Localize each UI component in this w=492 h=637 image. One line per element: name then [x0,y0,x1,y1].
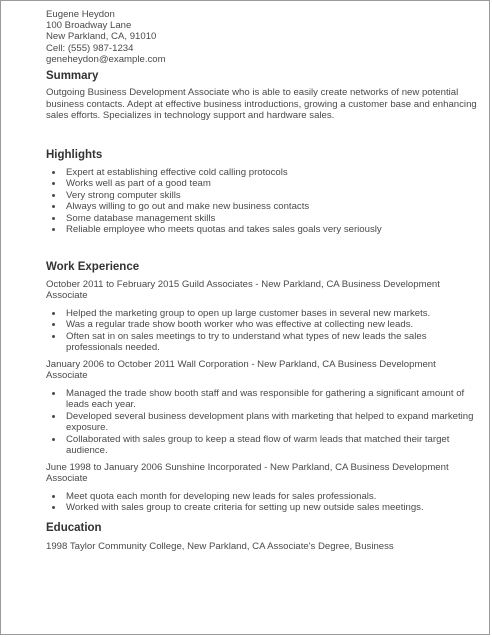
job-bullets [46,308,477,354]
highlights-heading: Highlights [46,148,103,161]
job-bullet: • Helped the marketing group to open up large customer bases in several new markets. [64,308,477,320]
education-text: 1998 Taylor Community College, New Parkland, CA Associate's Degree, Business [46,540,394,552]
job-entry-wall [46,359,477,457]
job-bullet: • Managed the trade show booth staff and was responsible for gathering a significant amount of leads each year. [64,388,477,411]
job-title: October 2011 to February 2015 Guild Associates - New Parkland, CA Business Development Associate [46,278,440,302]
highlight-item: • Expert at establishing effective cold calling protocols [64,167,477,179]
highlight-item: • Reliable employee who meets quotas and takes sales goals very seriously [64,224,477,236]
job-bullets [46,388,477,457]
education-heading: Education [46,521,102,534]
contact-cell: Cell: (555) 987-1234 [46,42,134,54]
job-bullets [46,491,477,514]
contact-email: geneheydon@example.com [46,53,166,65]
job-entry-guild [46,279,477,354]
job-title: January 2006 to October 2011 Wall Corporation - New Parkland, CA Business Development Associate [46,358,436,382]
job-bullet: • Developed several business development plans with marketing that helped to expand marketing exposure. [64,411,477,434]
highlights-list [46,167,477,236]
contact-city: New Parkland, CA, 91010 [46,31,157,43]
resume-content [46,9,477,552]
job-bullet: • Worked with sales group to create criteria for setting up new outside sales meetings. [64,502,477,514]
highlight-item: • Very strong computer skills [64,190,477,202]
job-bullet: • Often sat in on sales meetings to try to understand what types of new leads the sales professionals needed. [64,331,477,354]
summary-text: Outgoing Business Development Associate who is able to easily create networks of new potential business contacts. Adept at effective business introductions, growing a customer base and enhancing sales efforts. Specializes in technology support and hardware sales. [46,87,477,122]
contact-name: Eugene Heydon [46,9,115,20]
work-heading: Work Experience [46,260,140,273]
highlight-item: • Always willing to go out and make new business contacts [64,201,477,213]
contact-block [46,9,477,65]
highlight-item: • Some database management skills [64,213,477,225]
summary-heading: Summary [46,70,99,83]
job-bullet: • Meet quota each month for developing new leads for sales professionals. [64,491,477,503]
job-title: June 1998 to January 2006 Sunshine Incorporated - New Parkland, CA Business Development Associate [46,461,449,485]
job-bullet: • Was a regular trade show booth worker who was effective at collecting new leads. [64,319,477,331]
job-bullet: • Collaborated with sales group to keep a stead flow of warm leads that matched their target audience. [64,434,477,457]
job-entry-sunshine [46,462,477,514]
contact-street: 100 Broadway Lane [46,20,132,32]
highlight-item: • Works well as part of a good team [64,178,477,190]
